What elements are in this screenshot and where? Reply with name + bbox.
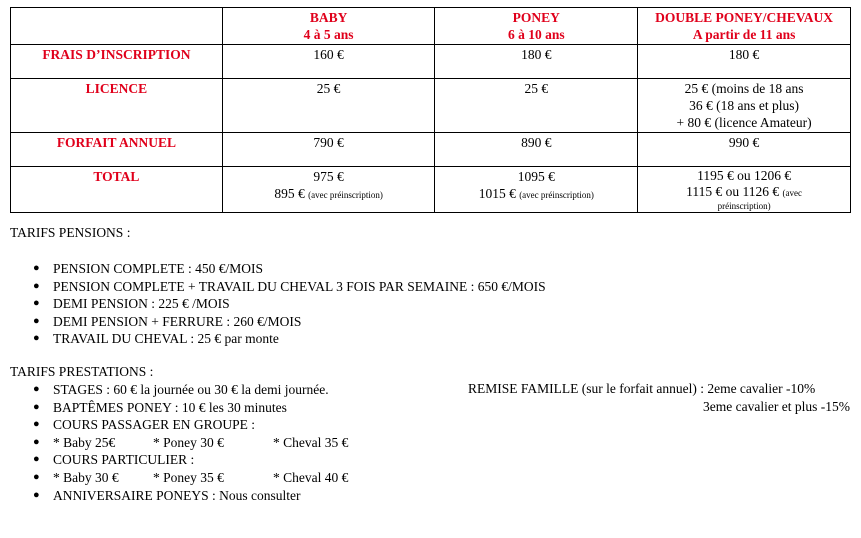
cell-value: 25 € (moins de 18 ans 36 € (18 ans et plus) + 80 € (licence Amateur) bbox=[638, 79, 851, 133]
list-item-prices: ● * Baby 30 € * Poney 35 € * Cheval 40 € bbox=[33, 469, 349, 485]
header-double-poney: DOUBLE PONEY/CHEVAUX A partir de 11 ans bbox=[638, 8, 851, 45]
row-forfait bbox=[11, 133, 851, 167]
bullet-icon: ● bbox=[33, 453, 40, 466]
row-licence bbox=[11, 79, 851, 133]
prestations-list bbox=[10, 381, 348, 504]
bullet-icon: ● bbox=[33, 314, 40, 327]
cell-value: 1195 € ou 1206 € 1115 € ou 1126 € (avec préinscription) bbox=[638, 167, 851, 213]
bullet-icon: ● bbox=[33, 297, 40, 310]
pensions-title: TARIFS PENSIONS : bbox=[10, 225, 131, 240]
row-label: FRAIS D’INSCRIPTION bbox=[11, 45, 223, 79]
bullet-icon: ● bbox=[33, 418, 40, 431]
cell-value: 180 € bbox=[638, 45, 851, 79]
bullet-icon: ● bbox=[33, 488, 40, 501]
tarifs-table bbox=[10, 7, 851, 213]
list-item: ● PENSION COMPLETE : 450 €/MOIS bbox=[33, 261, 264, 276]
list-item: ● DEMI PENSION : 225 € /MOIS bbox=[33, 296, 230, 312]
row-inscription bbox=[11, 45, 851, 79]
pensions-list bbox=[10, 260, 546, 348]
list-item: ● PENSION COMPLETE + TRAVAIL DU CHEVAL 3 FOIS PAR SEMAINE : 650 €/MOIS bbox=[33, 278, 546, 294]
cell-value: 180 € bbox=[435, 45, 638, 79]
header-baby: BABY 4 à 5 ans bbox=[222, 8, 435, 45]
empty-header-cell bbox=[11, 8, 223, 45]
bullet-icon: ● bbox=[33, 279, 40, 292]
remise-famille-line2: 3eme cavalier et plus -15% bbox=[703, 399, 850, 414]
row-total bbox=[11, 167, 851, 213]
row-label: LICENCE bbox=[11, 79, 223, 133]
list-item: ● ANNIVERSAIRE PONEYS : Nous consulter bbox=[33, 487, 301, 503]
prestations-title: TARIFS PRESTATIONS : bbox=[10, 364, 154, 379]
list-item: ● BAPTÊMES PONEY : 10 € les 30 minutes bbox=[33, 399, 287, 415]
list-item: ● STAGES : 60 € la journée ou 30 € la demi journée. bbox=[33, 382, 329, 397]
list-item: ● COURS PASSAGER EN GROUPE : bbox=[33, 417, 256, 433]
list-item: ● DEMI PENSION + FERRURE : 260 €/MOIS bbox=[33, 313, 302, 329]
cell-value: 160 € bbox=[222, 45, 435, 79]
row-label: TOTAL bbox=[11, 167, 223, 213]
row-label: FORFAIT ANNUEL bbox=[11, 133, 223, 167]
bullet-icon: ● bbox=[33, 470, 40, 483]
list-item: ● TRAVAIL DU CHEVAL : 25 € par monte bbox=[33, 331, 279, 347]
list-item-prices: ● * Baby 25€ * Poney 30 € * Cheval 35 € bbox=[33, 434, 349, 450]
header-row bbox=[11, 8, 851, 45]
remise-famille-line1: REMISE FAMILLE (sur le forfait annuel) : 2eme cavalier -10% bbox=[468, 381, 816, 396]
cell-value: 890 € bbox=[435, 133, 638, 167]
bullet-icon: ● bbox=[33, 332, 40, 345]
cell-value: 1095 € 1015 € (avec préinscription) bbox=[435, 167, 638, 213]
cell-value: 25 € bbox=[435, 79, 638, 133]
header-poney: PONEY 6 à 10 ans bbox=[435, 8, 638, 45]
cell-value: 25 € bbox=[222, 79, 435, 133]
bullet-icon: ● bbox=[33, 400, 40, 413]
bullet-icon: ● bbox=[33, 383, 40, 395]
list-item: ● COURS PARTICULIER : bbox=[33, 452, 195, 468]
cell-value: 975 € 895 € (avec préinscription) bbox=[222, 167, 435, 213]
cell-value: 990 € bbox=[638, 133, 851, 167]
bullet-icon: ● bbox=[33, 435, 40, 448]
bullet-icon: ● bbox=[33, 262, 40, 274]
cell-value: 790 € bbox=[222, 133, 435, 167]
